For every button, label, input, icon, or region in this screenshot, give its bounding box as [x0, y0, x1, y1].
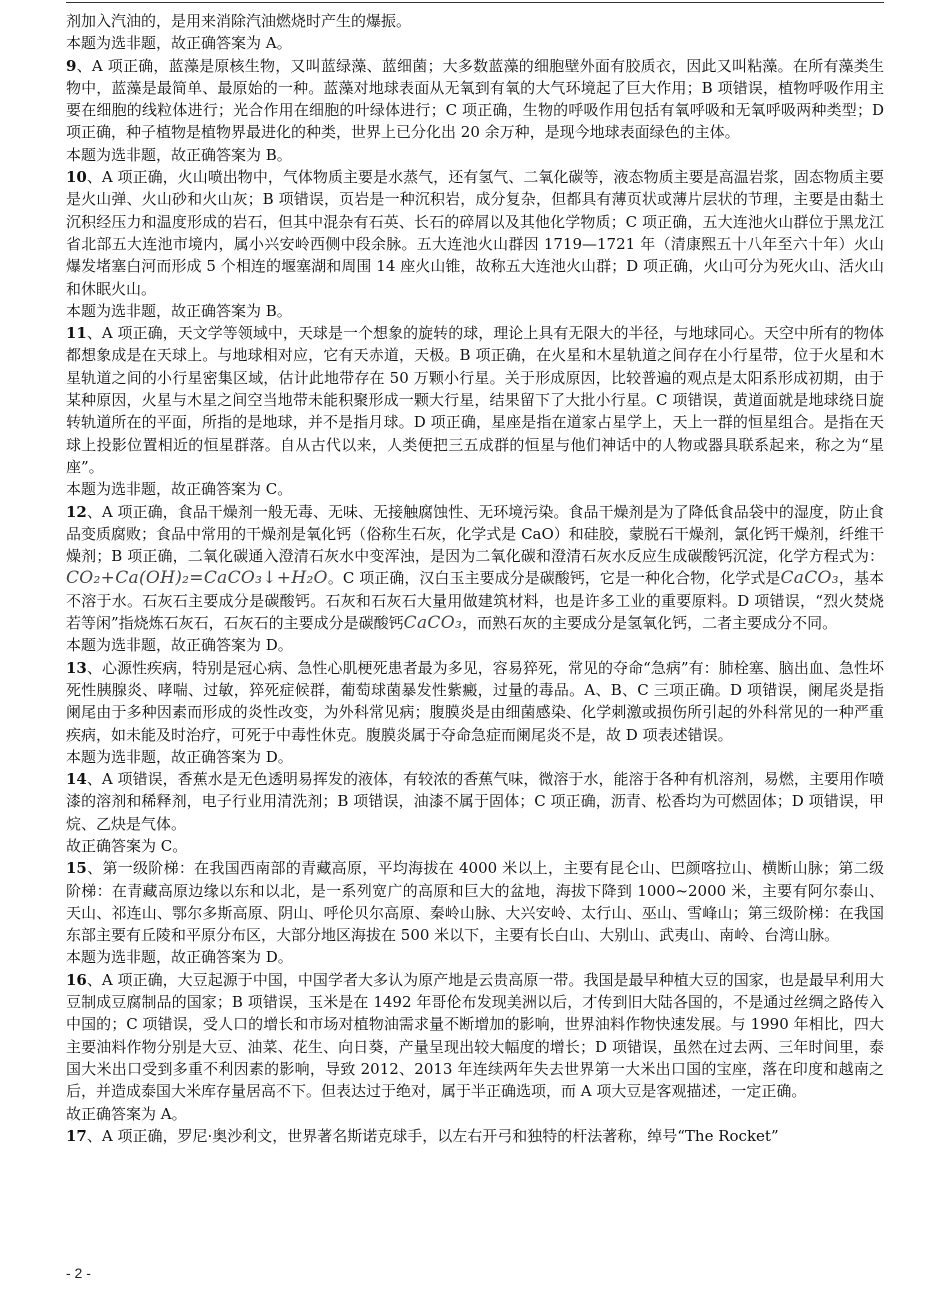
explanation-text: 、A 项正确，食品干燥剂一般无毒、无味、无接触腐蚀性、无环境污染。食品干燥剂是为了降低食品袋中的湿度，防止食品变质腐败；食品中常用的干燥剂是氧化钙（俗称生石灰，化学式是 CaO）和硅胶，蒙脱石干燥剂，氯化钙干燥剂，纤维干燥剂；B 项正确，二氧化碳通入澄清石灰水中变浑浊，是因为二氧化碳和澄清石灰水反应生成碳酸钙沉淀，化学方程式为： — [66, 502, 884, 566]
answer-line: 本题为选非题，故正确答案为 A。 — [66, 34, 292, 53]
explanation-text: 、A 项错误，香蕉水是无色透明易挥发的液体，有较浓的香蕉气味，微溶于水，能溶于各种有机溶剂，易燃，主要用作喷漆的溶剂和稀释剂，电子行业用清洗剂；B 项错误，油漆不属于固体；C 项正确，沥青、松香均为可燃固体；D 项错误，甲烷、乙炔是气体。 — [66, 770, 884, 833]
explanation-text: 、A 项正确，罗尼·奥沙利文，世界著名斯诺克球手，以左右开弓和独特的杆法著称，绰号“The Rocket” — [86, 1126, 779, 1145]
explanation-text: ，基本不溶于水。石灰石主要成分是碳酸钙。石灰和石灰石大量用做建筑材料，也是许多工业的重要原料。D 项错误，“烈火焚烧若等闲”指烧炼石灰石，石灰石的主要成分是碳酸钙 — [66, 569, 884, 633]
question-number: 16 — [66, 970, 87, 989]
explanation-text: 、A 项正确，天文学等领域中，天球是一个想象的旋转的球，理论上具有无限大的半径，与地球同心。天空中所有的物体都想象成是在天球上。与地球相对应，它有天赤道，天极。B 项正确，在火星和木星轨道之间存在小行星带，位于火星和木星轨道之间的小行星密集区域，估计此地带存在 50 万颗小行星。关于形成原因，比较普遍的观点是太阳系形成初期，由于某种原因，火星与木星之间空当地带未能积聚形成一颗大行星，结果留下了大批小行星。C 项错误，黄道面就是地球绕日旋转轨道所在的平面，所指的是地球，并不是指月球。D 项正确，星座是指在道家占星学上，天上一群的恒星组合。是指在天球上投影位置相近的恒星群落。自从古代以来，人类便把三五成群的恒星与他们神话中的人物或器具联系起来，称之为“星座”。 — [66, 324, 884, 476]
paragraph-continuation: 剂加入汽油的，是用来消除汽油燃烧时产生的爆振。 — [66, 12, 412, 30]
question-number: 12 — [66, 502, 87, 521]
answer-line: 本题为选非题，故正确答案为 D。 — [66, 948, 293, 967]
question-number: 9 — [66, 56, 77, 75]
question-number: 15 — [66, 859, 87, 878]
answer-line: 本题为选非题，故正确答案为 B。 — [66, 145, 292, 164]
question-12-explanation — [66, 501, 884, 635]
question-13-explanation — [66, 657, 884, 746]
answer-explanations — [66, 10, 884, 1147]
explanation-text: 、心源性疾病，特别是冠心病、急性心肌梗死患者最为多见，容易猝死，常见的夺命“急病”有：肺栓塞、脑出血、急性坏死性胰腺炎、哮喘、过敏，猝死症候群，葡萄球菌暴发性紫癜，过量的毒品。A、B、C 三项正确。D 项错误，阑尾炎是指阑尾由于多种因素而形成的炎性改变，为外科常见病；腹膜炎是由细菌感染、化学刺激或损伤所引起的外科常见的一种严重疾病，如未能及时治疗，可死于中毒性休克。腹膜炎属于夺命急症而阑尾炎不是，故 D 项表述错误。 — [66, 658, 884, 744]
header-rule — [66, 2, 884, 3]
chemical-formula: CaCO₃ — [403, 613, 463, 634]
explanation-text: 、A 项正确，蓝藻是原核生物，又叫蓝绿藻、蓝细菌；大多数蓝藻的细胞壁外面有胶质衣，因此又叫粘藻。在所有藻类生物中，蓝藻是最简单、最原始的一种。蓝藻对地球表面从无氧到有氧的大气环境起了巨大作用；B 项错误，植物呼吸作用主要在细胞的线粒体进行；光合作用在细胞的叶绿体进行；C 项正确，生物的呼吸作用包括有氧呼吸和无氧呼吸两种类型；D 项正确，种子植物是植物界最进化的种类，世界上已分化出 20 余万种，是现今地球表面绿色的主体。 — [66, 56, 884, 142]
answer-line: 故正确答案为 C。 — [66, 836, 188, 855]
answer-line: 本题为选非题，故正确答案为 D。 — [66, 636, 293, 655]
question-number: 17 — [66, 1126, 87, 1145]
question-11-explanation — [66, 322, 884, 478]
page-number: - 2 - — [66, 1265, 91, 1281]
explanation-text: 、第一级阶梯：在我国西南部的青藏高原，平均海拔在 4000 米以上，主要有昆仑山、巴颜喀拉山、横断山脉；第二级阶梯：在青藏高原边缘以东和以北，是一系列宽广的高原和巨大的盆地，海拔下降到 1000~2000 米，主要有阿尔泰山、天山、祁连山、鄂尔多斯高原、阴山、呼伦贝尔高原、秦岭山脉、大兴安岭、太行山、巫山、雪峰山；第三级阶梯：在我国东部主要有丘陵和平原分布区，大部分地区海拔在 500 米以下，主要有长白山、大别山、武夷山、南岭、台湾山脉。 — [66, 859, 884, 945]
question-16-explanation — [66, 969, 884, 1103]
explanation-text: 。C 项正确，汉白玉主要成分是碳酸钙，它是一种化合物，化学式是 — [327, 569, 781, 588]
question-number: 14 — [66, 770, 87, 789]
answer-line: 本题为选非题，故正确答案为 B。 — [66, 301, 292, 320]
answer-line: 本题为选非题，故正确答案为 C。 — [66, 480, 293, 499]
answer-line: 本题为选非题，故正确答案为 D。 — [66, 747, 293, 766]
answer-line: 故正确答案为 A。 — [66, 1104, 187, 1123]
explanation-text: 、A 项正确，大豆起源于中国，中国学者大多认为原产地是云贵高原一带。我国是最早种植大豆的国家，也是最早利用大豆制成豆腐制品的国家；B 项错误，玉米是在 1492 年哥伦布发现美洲以后，才传到旧大陆各国的，不是通过丝绸之路传入中国的；C 项错误，受人口的增长和市场对植物油需求量不断增加的影响，世界油料作物快速发展。与 1990 年相比，四大主要油料作物分别是大豆、油菜、花生、向日葵，产量呈现出较大幅度的增长；D 项错误，虽然在过去两、三年时间里，泰国大米出口受到多重不利因素的影响，导致 2012、2013 年连续两年失去世界第一大米出口国的宝座，落在印度和越南之后，并造成泰国大米库存量居高不下。但表达过于绝对，属于半正确选项，而 A 项大豆是客观描述，一定正确。 — [66, 970, 884, 1101]
explanation-text: ，而熟石灰的主要成分是氢氧化钙，二者主要成分不同。 — [462, 614, 838, 633]
question-17-explanation — [66, 1125, 884, 1147]
question-number: 13 — [66, 658, 87, 677]
chemical-equation: CO₂+Ca(OH)₂=CaCO₃↓+H₂O — [66, 568, 328, 589]
question-number: 11 — [66, 324, 87, 343]
question-number: 10 — [66, 168, 87, 187]
explanation-text: 、A 项正确，火山喷出物中，气体物质主要是水蒸气，还有氢气、二氧化碳等，液态物质主要是高温岩浆，固态物质主要是火山弹、火山砂和火山灰；B 项错误，页岩是一种沉积岩，成分复杂，但都具有薄页状或薄片层状的节理，主要是由黏土沉积经压力和温度形成的岩石，但其中混杂有石英、长石的碎屑以及其他化学物质；C 项正确，五大连池火山群位于黑龙江省北部五大连池市境内，属小兴安岭西侧中段余脉。五大连池火山群因 1719—1721 年（清康熙五十八年至六十年）火山爆发堵塞白河而形成 5 个相连的堰塞湖和周围 14 座火山锥，故称五大连池火山群；D 项正确，火山可分为死火山、活火山和休眠火山。 — [66, 168, 884, 298]
question-15-explanation — [66, 857, 884, 946]
question-9-explanation — [66, 55, 884, 144]
chemical-formula: CaCO₃ — [780, 568, 839, 589]
question-14-explanation — [66, 768, 884, 835]
question-10-explanation — [66, 166, 884, 300]
